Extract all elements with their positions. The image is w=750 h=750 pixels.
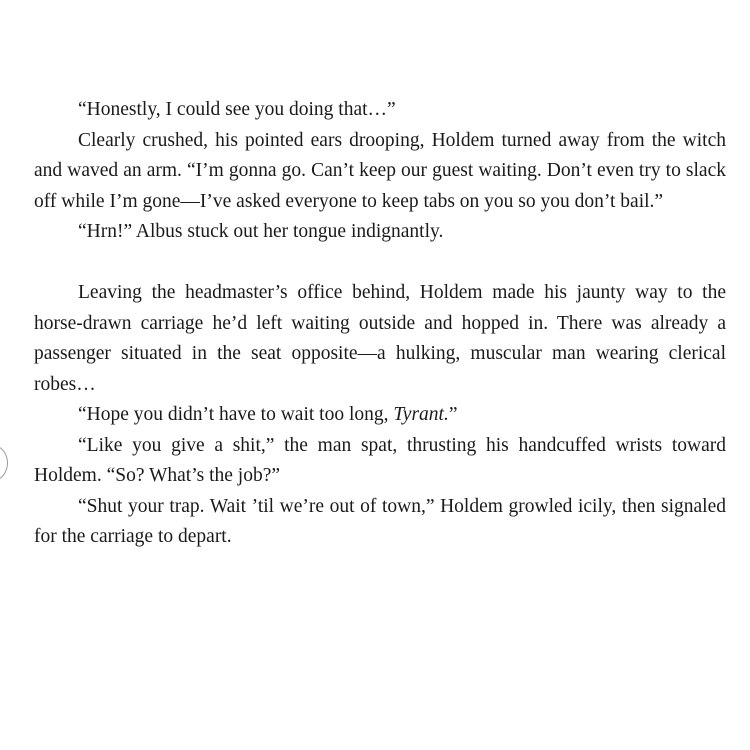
italic-name: Tyrant. <box>393 404 449 425</box>
paragraph: “Like you give a shit,” the man spat, thrusting his handcuffed wrists toward Holdem. “So? What’s the job?” <box>34 434 726 486</box>
page-nav-handle[interactable] <box>0 445 8 481</box>
paragraph: “Hrn!” Albus stuck out her tongue indignantly. <box>78 221 444 242</box>
dialogue-text: “Hope you didn’t have to wait too long, <box>78 404 394 425</box>
paragraph: “Honestly, I could see you doing that…” <box>78 99 396 120</box>
book-page-text <box>34 95 726 553</box>
paragraph: Leaving the headmaster’s office behind, Holdem made his jaunty way to the horse-drawn carriage he’d left waiting outside and hopped in. There was already a passenger situated in the seat opposite—a hulking, muscular man wearing clerical robes… <box>34 282 726 395</box>
paragraph: Clearly crushed, his pointed ears drooping, Holdem turned away from the witch and waved an arm. “I’m gonna go. Can’t keep our guest waiting. Don’t even try to slack off while I’m gone—I’ve asked everyone to keep tabs on you so you don’t bail.” <box>34 129 726 212</box>
dialogue-close: ” <box>448 404 458 425</box>
paragraph: “Shut your trap. Wait ’til we’re out of town,” Holdem growled icily, then signaled for the carriage to depart. <box>34 495 726 547</box>
scene-break <box>34 248 726 279</box>
paragraph <box>34 400 726 431</box>
